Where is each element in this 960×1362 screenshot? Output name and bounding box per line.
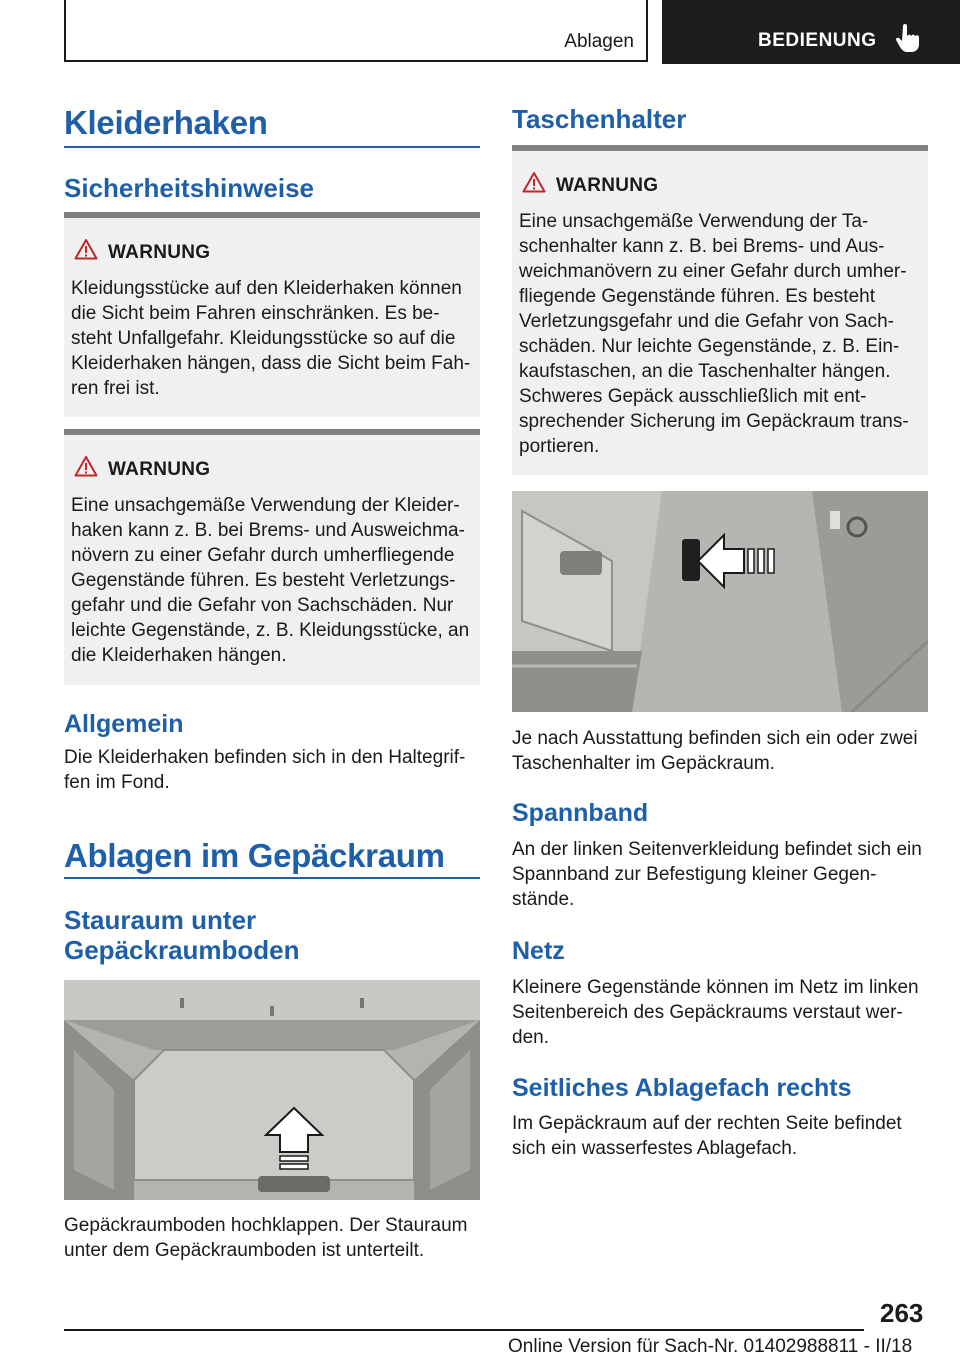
warning-title: WARNUNG — [108, 242, 211, 263]
text-line: leichte Gegenstände, z. B. Kleidungsstücke, an — [71, 620, 470, 641]
footer-rule — [64, 1329, 864, 1331]
text-line: Spannband zur Befestigung kleiner Gegen- — [512, 864, 877, 885]
heading-spannband: Spannband — [512, 799, 649, 827]
warning-triangle-icon — [522, 171, 546, 193]
heading-taschenhalter: Taschenhalter — [512, 104, 687, 134]
warning-text — [71, 276, 472, 401]
allgemein-text — [64, 745, 480, 795]
seitliches-text — [512, 1111, 928, 1161]
text-line: Je nach Ausstattung befinden sich ein oder zwei — [512, 728, 918, 749]
heading-netz: Netz — [512, 937, 565, 965]
text-line: An der linken Seitenverkleidung befindet sich ein — [512, 839, 922, 860]
text-line: steht Unfallgefahr. Kleidungsstücke so auf die — [71, 328, 456, 349]
text-line: kaufstaschen, an die Taschenhalter hängen. — [519, 361, 891, 382]
heading-rule — [64, 877, 480, 879]
text-line: Gepäckraumboden hochklappen. Der Stauraum — [64, 1215, 468, 1236]
warning-box — [64, 429, 480, 685]
text-line: sprechender Sicherung im Gepäckraum trans- — [519, 411, 909, 432]
text-line: weichmanövern zu einer Gefahr durch umher- — [519, 261, 907, 282]
warning-title: WARNUNG — [108, 459, 211, 480]
section-tab-label: Ablagen — [564, 31, 634, 52]
text-line: sich ein wasserfestes Ablagefach. — [512, 1138, 798, 1159]
warning-box — [512, 145, 928, 475]
text-line: Gegenstände führen. Es besteht Verletzungs- — [71, 570, 456, 591]
warning-triangle-icon — [74, 238, 98, 260]
text-line: Eine unsachgemäße Verwendung der Kleider- — [71, 495, 460, 516]
text-line: portieren. — [519, 436, 600, 457]
text-line: fliegende Gegenstände führen. Es besteht — [519, 286, 875, 307]
heading-allgemein: Allgemein — [64, 710, 184, 738]
chapter-label: BEDIENUNG — [758, 30, 877, 51]
stauraum-caption — [64, 1213, 480, 1263]
heading-sicherheitshinweise: Sicherheitshinweise — [64, 173, 314, 203]
taschenhalter-caption — [512, 726, 928, 776]
warning-title: WARNUNG — [556, 175, 659, 196]
text-line: unter dem Gepäckraumboden ist unterteilt. — [64, 1240, 425, 1261]
heading-rule — [64, 146, 480, 148]
warning-box — [64, 212, 480, 417]
text-line: den. — [512, 1027, 549, 1048]
text-line: Kleiderhaken hängen, dass die Sicht beim Fah- — [71, 353, 471, 374]
warning-text — [519, 209, 920, 459]
bag-holder-illustration — [512, 491, 928, 712]
page-header — [0, 0, 960, 64]
trunk-floor-illustration — [64, 980, 480, 1200]
text-line: die Kleiderhaken hängen. — [71, 645, 287, 666]
heading-stauraum — [64, 905, 300, 965]
spannband-text — [512, 837, 928, 912]
text-line: die Sicht beim Fahren einschränken. Es be- — [71, 303, 440, 324]
chapter-tab — [662, 0, 960, 64]
text-line: Schweres Gepäck ausschließlich mit ent- — [519, 386, 867, 407]
bag-holder-photo — [512, 491, 928, 712]
netz-text — [512, 975, 928, 1050]
heading-line: Gepäckraumboden — [64, 935, 300, 965]
text-line: ren frei ist. — [71, 378, 160, 399]
text-line: schenhalter kann z. B. bei Brems- und Aus- — [519, 236, 885, 257]
text-line: Die Kleiderhaken befinden sich in den Haltegrif- — [64, 747, 466, 768]
text-line: Kleidungsstücke auf den Kleiderhaken können — [71, 278, 462, 299]
heading-kleiderhaken: Kleiderhaken — [64, 104, 268, 141]
text-line: Taschenhalter im Gepäckraum. — [512, 753, 775, 774]
text-line: stände. — [512, 889, 575, 910]
text-line: Im Gepäckraum auf der rechten Seite befindet — [512, 1113, 902, 1134]
trunk-floor-photo — [64, 980, 480, 1200]
heading-seitliches-ablagefach: Seitliches Ablagefach rechts — [512, 1074, 852, 1102]
text-line: schäden. Nur leichte Gegenstände, z. B. Ein- — [519, 336, 900, 357]
text-line: Kleinere Gegenstände können im Netz im linken — [512, 977, 919, 998]
text-line: Seitenbereich des Gepäckraums verstaut wer- — [512, 1002, 903, 1023]
text-line: Verletzungsgefahr und die Gefahr von Sach- — [519, 311, 894, 332]
online-version-note: Online Version für Sach-Nr. 01402988811 - II/18 — [508, 1336, 913, 1357]
warning-triangle-icon — [74, 455, 98, 477]
page-number: 263 — [880, 1298, 924, 1328]
hand-pointer-icon — [894, 24, 922, 54]
text-line: Eine unsachgemäße Verwendung der Ta- — [519, 211, 869, 232]
heading-ablagen-gepaeckraum: Ablagen im Gepäckraum — [64, 837, 445, 874]
warning-text — [71, 493, 472, 668]
text-line: gefahr und die Gefahr von Sachschäden. Nur — [71, 595, 454, 616]
text-line: fen im Fond. — [64, 772, 170, 793]
text-line: növern zu einer Gefahr durch umherfliegende — [71, 545, 455, 566]
heading-line: Stauraum unter — [64, 905, 257, 935]
section-tab — [64, 0, 648, 62]
text-line: haken kann z. B. bei Brems- und Ausweichma- — [71, 520, 465, 541]
